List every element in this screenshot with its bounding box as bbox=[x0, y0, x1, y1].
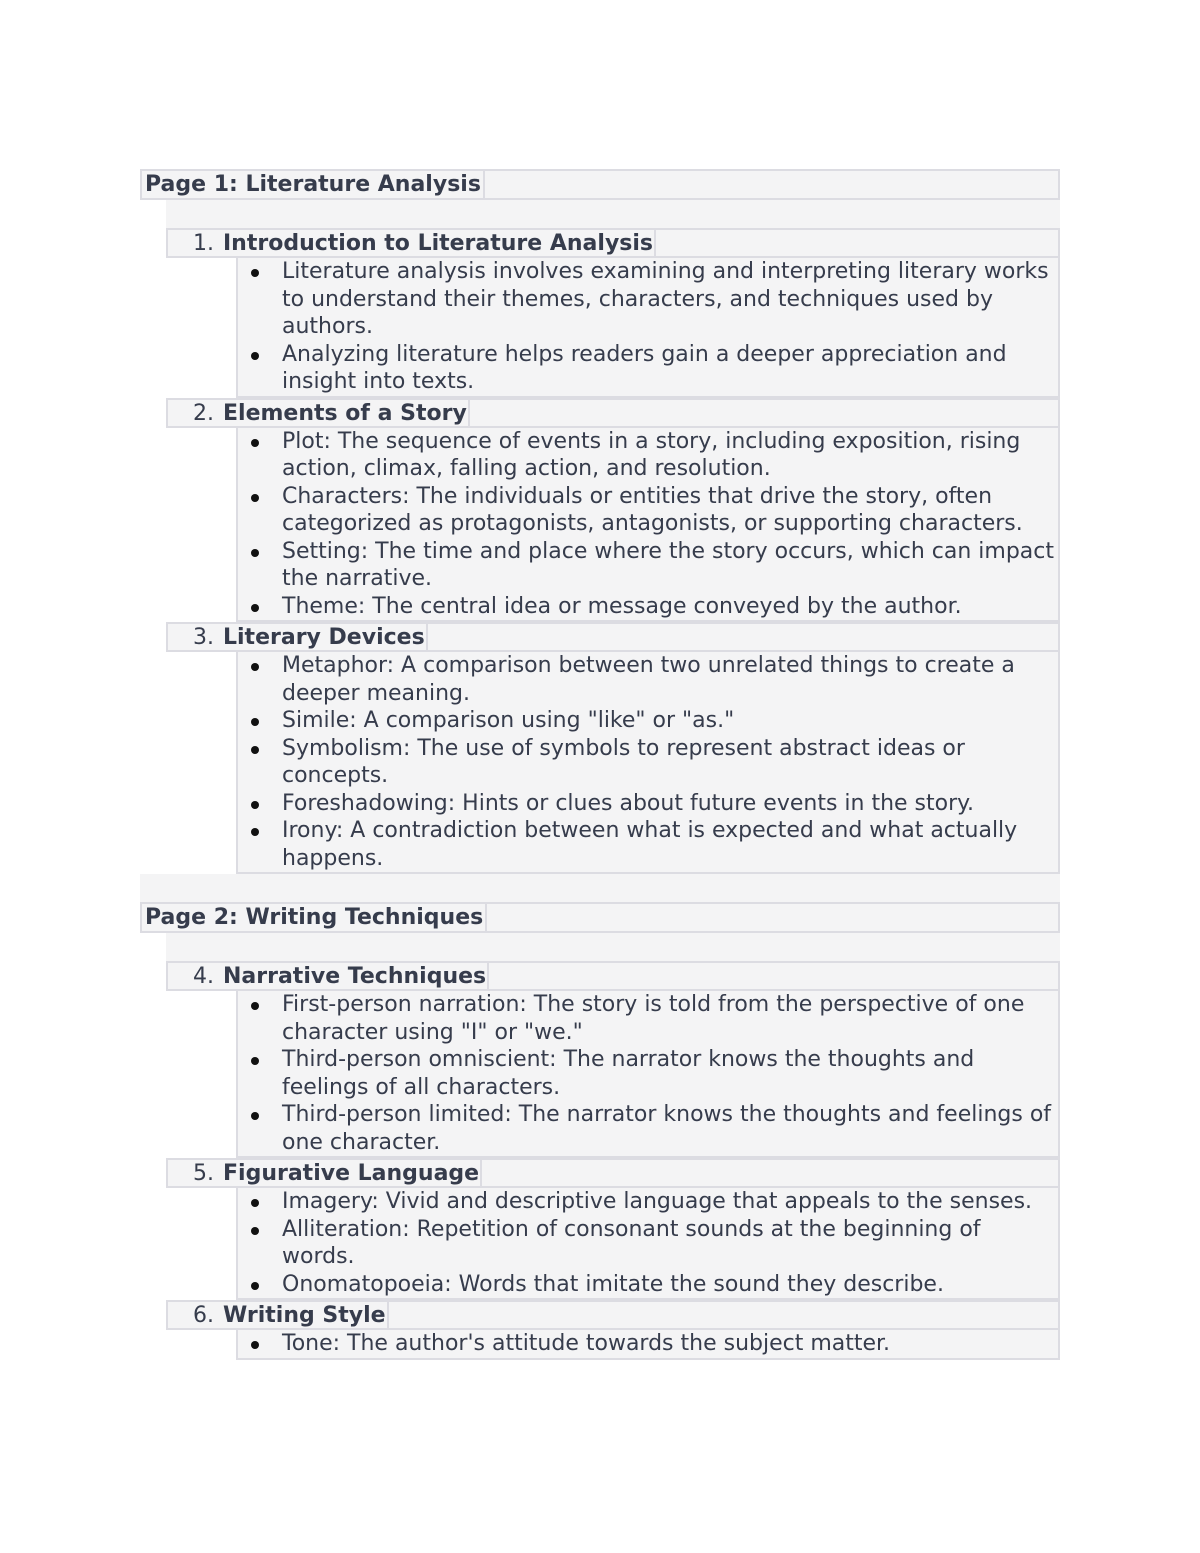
section-number: 2. bbox=[193, 400, 214, 426]
section-title: Elements of a Story bbox=[214, 400, 470, 426]
section-heading bbox=[166, 1158, 1060, 1188]
section-heading bbox=[166, 228, 1060, 258]
bullet-list bbox=[236, 1188, 1060, 1300]
list-item: Imagery: Vivid and descriptive language that appeals to the senses. bbox=[238, 1188, 1058, 1216]
spacer bbox=[166, 200, 1060, 228]
list-item: Foreshadowing: Hints or clues about future events in the story. bbox=[238, 790, 1058, 818]
section-number: 5. bbox=[193, 1161, 214, 1186]
section-number: 3. bbox=[193, 625, 214, 650]
list-item: Symbolism: The use of symbols to represent abstract ideas or concepts. bbox=[238, 735, 1058, 790]
list-item: Setting: The time and place where the story occurs, which can impact the narrative. bbox=[238, 538, 1058, 593]
list-item: Tone: The author's attitude towards the subject matter. bbox=[238, 1330, 1058, 1358]
section-title: Introduction to Literature Analysis bbox=[214, 230, 656, 256]
section-number: 1. bbox=[193, 231, 214, 256]
list-item: Theme: The central idea or message conveyed by the author. bbox=[238, 593, 1058, 621]
list-item: Onomatopoeia: Words that imitate the sound they describe. bbox=[238, 1271, 1058, 1299]
section-writing-style bbox=[166, 1300, 1060, 1360]
list-item: First-person narration: The story is told from the perspective of one character using "I" or "we." bbox=[238, 991, 1058, 1046]
document-body bbox=[140, 169, 1060, 1360]
bullet-list bbox=[236, 258, 1060, 398]
section-number: 4. bbox=[193, 964, 214, 989]
page-heading-text: Page 2: Writing Techniques bbox=[145, 904, 487, 931]
section-heading bbox=[166, 622, 1060, 652]
section-narrative-techniques bbox=[166, 961, 1060, 1158]
section-heading bbox=[166, 961, 1060, 991]
spacer bbox=[140, 874, 1060, 902]
list-item: Characters: The individuals or entities that drive the story, often categorized as protagonists, antagonists, or supporting characters. bbox=[238, 483, 1058, 538]
section-literary-devices bbox=[166, 622, 1060, 874]
list-item: Simile: A comparison using "like" or "as." bbox=[238, 707, 1058, 735]
section-heading bbox=[166, 398, 1060, 428]
list-item: Irony: A contradiction between what is expected and what actually happens. bbox=[238, 817, 1058, 872]
section-introduction bbox=[166, 228, 1060, 398]
section-elements-of-a-story bbox=[166, 398, 1060, 623]
bullet-list bbox=[236, 1330, 1060, 1360]
list-item: Analyzing literature helps readers gain a deeper appreciation and insight into texts. bbox=[238, 341, 1058, 396]
bullet-list bbox=[236, 652, 1060, 874]
section-number: 6. bbox=[193, 1303, 214, 1328]
section-heading bbox=[166, 1300, 1060, 1330]
list-item: Third-person limited: The narrator knows the thoughts and feelings of one character. bbox=[238, 1101, 1058, 1156]
section-title: Narrative Techniques bbox=[214, 963, 489, 989]
section-title: Literary Devices bbox=[214, 624, 428, 650]
section-title: Figurative Language bbox=[214, 1160, 482, 1186]
list-item: Plot: The sequence of events in a story, including exposition, rising action, climax, falling action, and resolution. bbox=[238, 428, 1058, 483]
page-heading-text: Page 1: Literature Analysis bbox=[145, 171, 485, 198]
page-heading bbox=[140, 902, 1060, 933]
list-item: Metaphor: A comparison between two unrelated things to create a deeper meaning. bbox=[238, 652, 1058, 707]
section-title: Writing Style bbox=[214, 1302, 389, 1328]
section-figurative-language bbox=[166, 1158, 1060, 1300]
bullet-list bbox=[236, 428, 1060, 623]
page-heading bbox=[140, 169, 1060, 200]
bullet-list bbox=[236, 991, 1060, 1158]
list-item: Alliteration: Repetition of consonant sounds at the beginning of words. bbox=[238, 1216, 1058, 1271]
list-item: Third-person omniscient: The narrator knows the thoughts and feelings of all characters. bbox=[238, 1046, 1058, 1101]
list-item: Literature analysis involves examining and interpreting literary works to understand their themes, characters, and techniques used by authors. bbox=[238, 258, 1058, 341]
spacer bbox=[166, 933, 1060, 961]
